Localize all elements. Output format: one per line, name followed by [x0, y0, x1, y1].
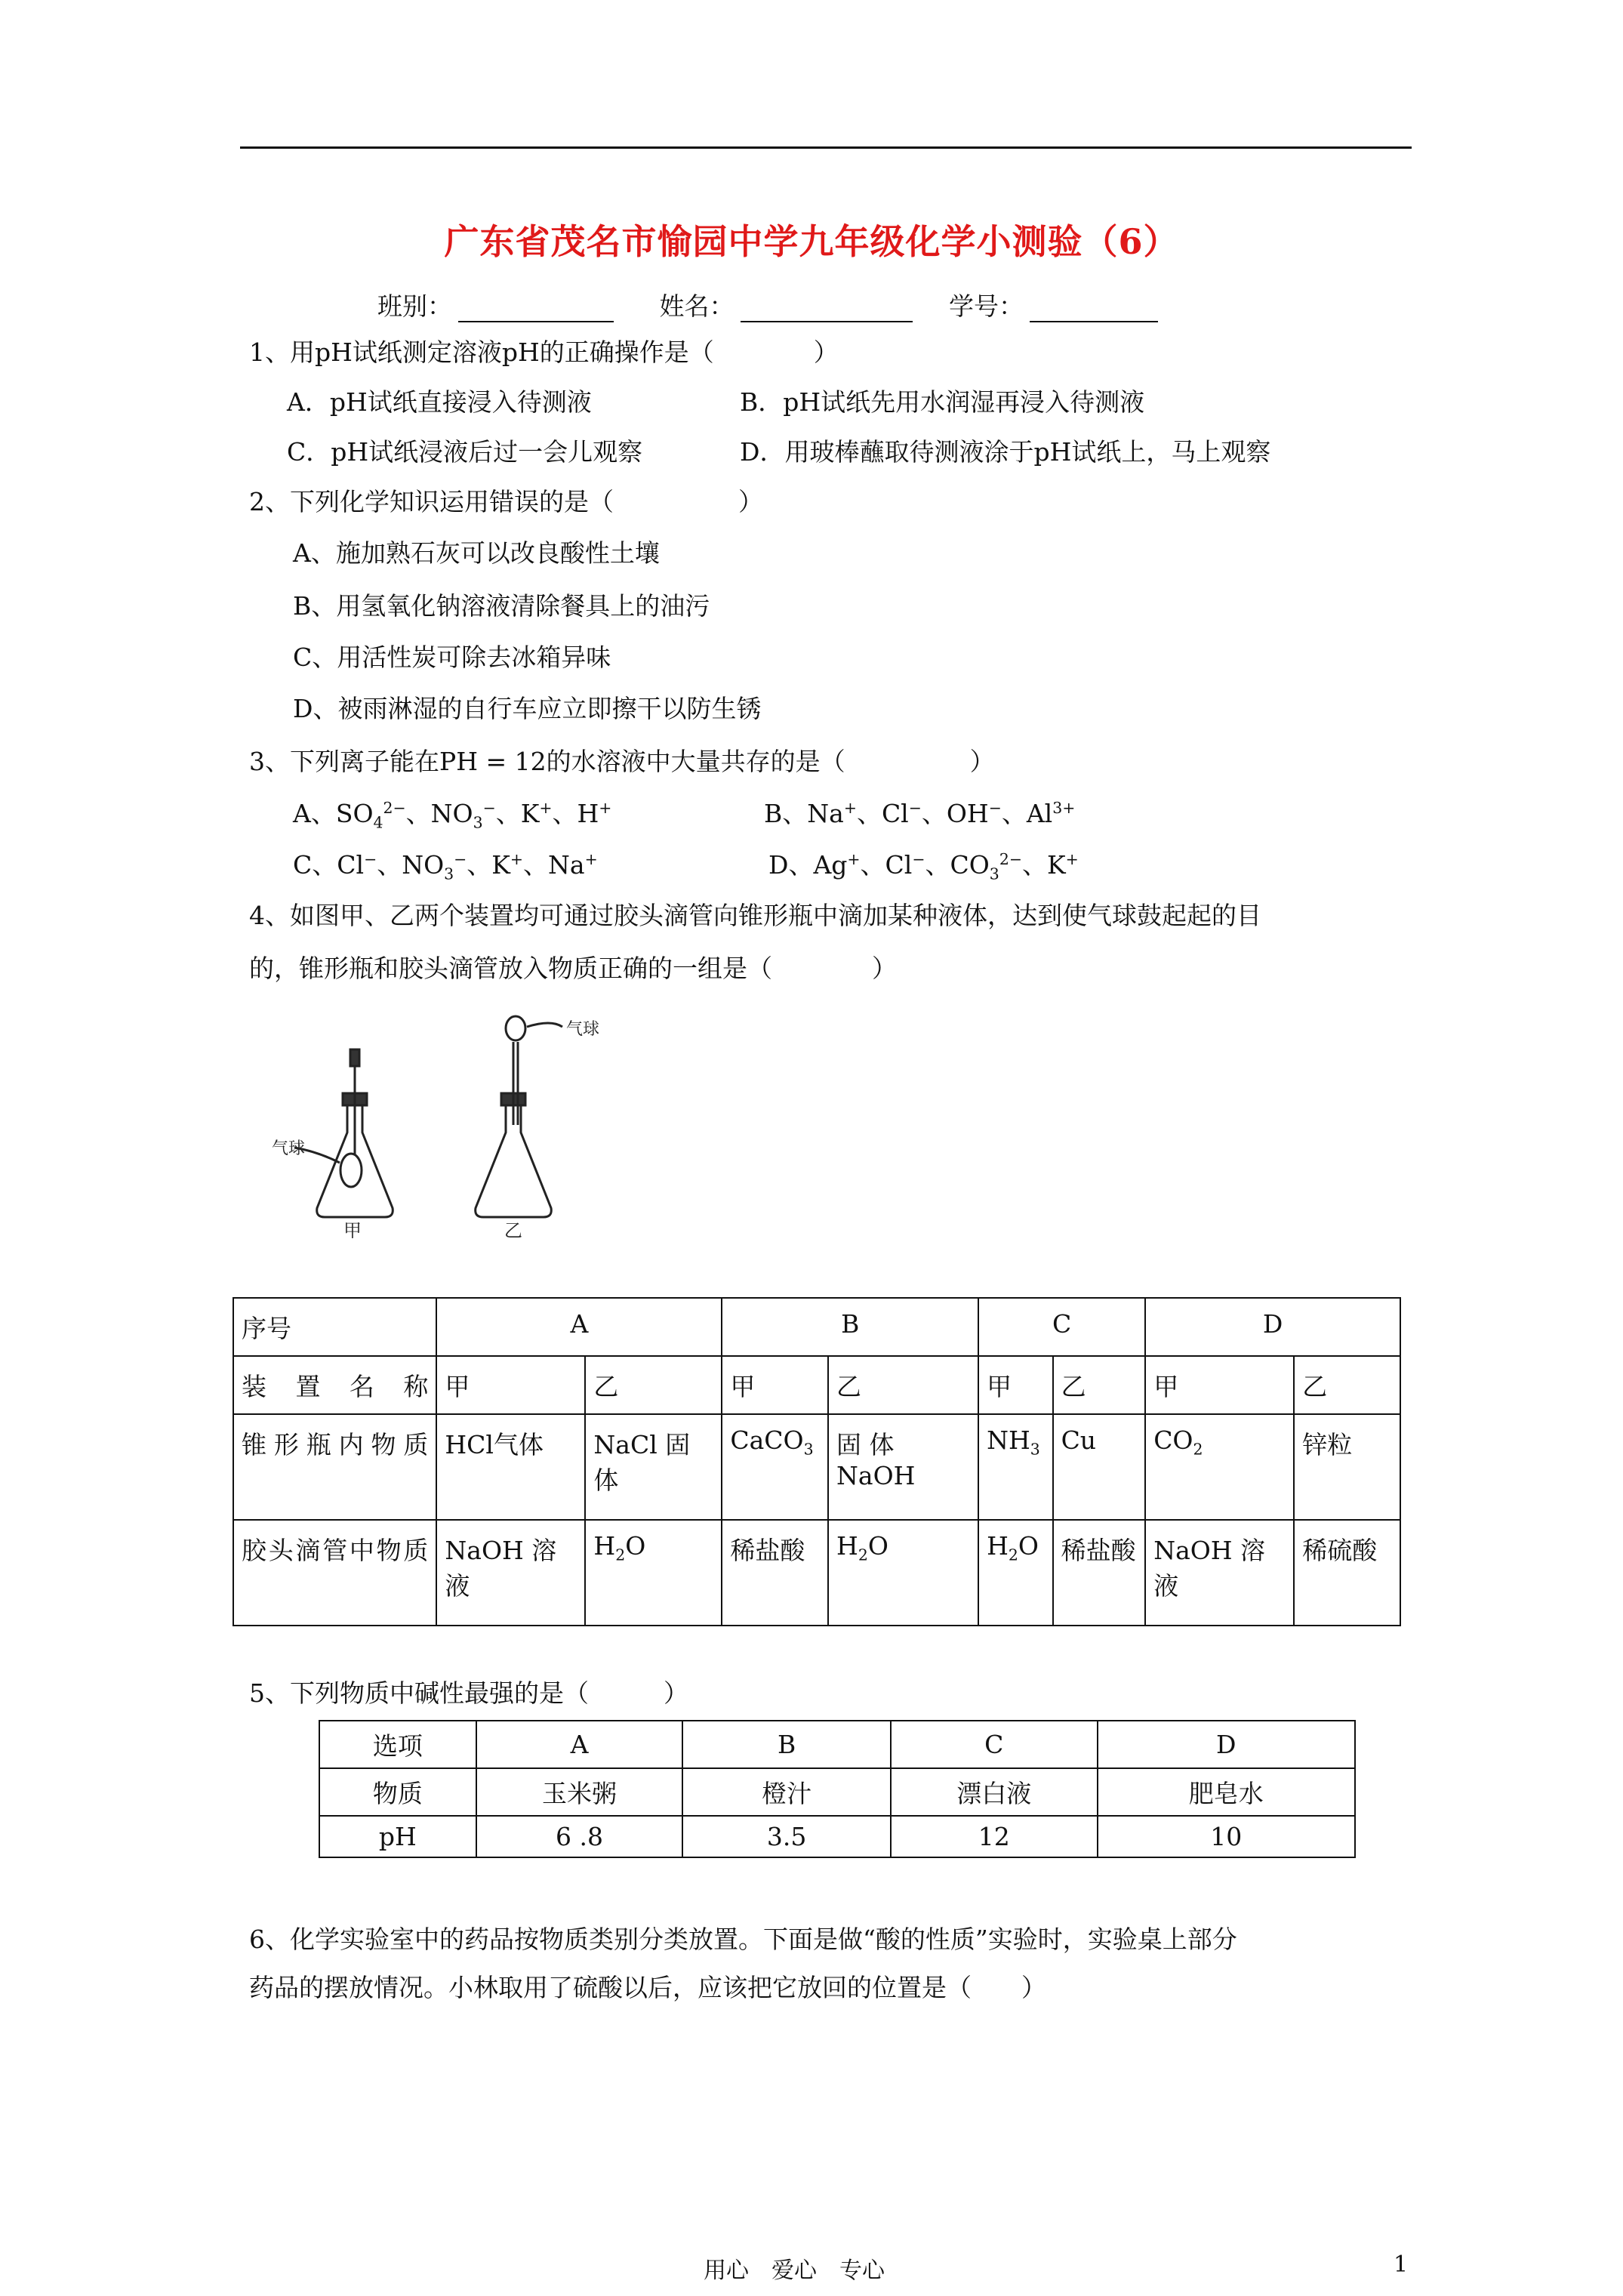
q1-option-a: A．pH试纸直接浸入待测液: [287, 387, 592, 417]
q4-stem-line2: 的，锥形瓶和胶头滴管放入物质正确的一组是（ ）: [249, 954, 897, 983]
class-blank[interactable]: [458, 295, 614, 322]
table-row: [319, 1721, 1355, 1768]
q1-option-b: B．pH试纸先用水润湿再浸入待测液: [740, 387, 1145, 417]
table-row: [233, 1298, 1400, 1356]
flask-cell: 锌粒: [1294, 1414, 1400, 1520]
q1-option-d: D．用玻棒蘸取待测液涂于pH试纸上，马上观察: [740, 437, 1271, 467]
cell-d-yi: 乙: [1294, 1356, 1400, 1414]
dropper-cell: 稀硫酸: [1294, 1520, 1400, 1626]
q2-option-d: D、被雨淋湿的自行车应立即擦干以防生锈: [293, 694, 762, 723]
cell-c-yi: 乙: [1053, 1356, 1146, 1414]
table-row: [319, 1816, 1355, 1857]
q1-option-c: C．pH试纸浸液后过一会儿观察: [287, 437, 643, 467]
label-jia: 甲: [343, 1222, 362, 1238]
dropper-cell: 稀盐酸: [722, 1520, 828, 1626]
row-label-dropper: 胶头滴管中物质: [233, 1520, 436, 1626]
q6-line1: 6、化学实验室中的药品按物质类别分类放置。下面是做“酸的性质”实验时，实验桌上部分: [249, 1925, 1237, 1954]
q5-cell: 漂白液: [891, 1768, 1098, 1816]
page-title: 广东省茂名市愉园中学九年级化学小测验（6）: [444, 221, 1179, 262]
q5-cell: 6 .8: [476, 1816, 683, 1857]
row-label-flask: 锥形瓶内物质: [233, 1414, 436, 1520]
flask-cell: 固 体 NaOH: [828, 1414, 978, 1520]
q5-cell: 10: [1098, 1816, 1356, 1857]
q5-cell: 橙汁: [682, 1768, 891, 1816]
q5-cell: 12: [891, 1816, 1098, 1857]
q5-cell: pH: [319, 1816, 476, 1857]
q5-cell: 3.5: [682, 1816, 891, 1857]
header-d: D: [1145, 1298, 1400, 1356]
q3-option-d: D、Ag+、Cl−、$CO_3^{2-}$、K+: [768, 850, 1079, 883]
q5-stem: 5、下列物质中碱性最强的是（ ）: [249, 1678, 688, 1708]
q5-ph-table: [319, 1720, 1356, 1858]
q5-cell: 玉米粥: [476, 1768, 683, 1816]
header-seq: 序号: [233, 1298, 436, 1356]
name-label: 姓名：: [659, 291, 735, 321]
flask-cell: $CO_2$: [1145, 1414, 1294, 1520]
dropper-cell: $H_2O$: [978, 1520, 1053, 1626]
q2-option-a: A、施加熟石灰可以改良酸性土壤: [293, 538, 660, 568]
dropper-cell: 稀盐酸: [1053, 1520, 1146, 1626]
row-label-device: 装置名称: [233, 1356, 436, 1414]
dropper-cell: NaOH 溶液: [1145, 1520, 1294, 1626]
q1-stem: 1、用pH试纸测定溶液pH的正确操作是（ ）: [249, 337, 839, 367]
number-blank[interactable]: [1030, 295, 1158, 322]
apparatus-figure: [264, 1012, 627, 1238]
header-a: A: [436, 1298, 722, 1356]
dropper-cell: $H_2O$: [828, 1520, 978, 1626]
q3-option-c: C、Cl−、$NO_3^-$、K+、Na+: [293, 850, 598, 883]
q4-stem-line1: 4、如图甲、乙两个装置均可通过胶头滴管向锥形瓶中滴加某种液体，达到使气球鼓起起的目: [249, 901, 1261, 930]
flask-cell: CaCO$_3$: [722, 1414, 828, 1520]
cell-a-yi: 乙: [585, 1356, 722, 1414]
q5-cell: 肥皂水: [1098, 1768, 1356, 1816]
q2-option-c: C、用活性炭可除去冰箱异味: [293, 643, 611, 672]
flask-cell: HCl气体: [436, 1414, 585, 1520]
class-label: 班别：: [377, 291, 452, 321]
cell-a-jia: 甲: [436, 1356, 585, 1414]
dropper-cell: $H_2O$: [585, 1520, 722, 1626]
q6-line2: 药品的摆放情况。小林取用了硫酸以后，应该把它放回的位置是（ ）: [249, 1973, 1046, 2002]
footer-motto: 用心 爱心 专心: [704, 2257, 885, 2284]
q5-cell: 物质: [319, 1768, 476, 1816]
flask-yi-icon: [476, 1016, 562, 1217]
table-row: [233, 1414, 1400, 1520]
page-number: 1: [1394, 2251, 1409, 2278]
header-rule: [240, 146, 1412, 149]
flask-cell: Cu: [1053, 1414, 1146, 1520]
q5-header: A: [476, 1721, 683, 1768]
cell-d-jia: 甲: [1145, 1356, 1294, 1414]
q5-header: B: [682, 1721, 891, 1768]
flask-jia-icon: [294, 1049, 393, 1217]
q2-stem: 2、下列化学知识运用错误的是（ ）: [249, 487, 763, 516]
q4-options-table: [233, 1297, 1401, 1626]
q5-header: 选项: [319, 1721, 476, 1768]
table-row: [233, 1356, 1400, 1414]
header-c: C: [978, 1298, 1145, 1356]
label-yi: 乙: [504, 1222, 522, 1238]
balloon-label-yi: 气球: [566, 1019, 600, 1038]
header-b: B: [722, 1298, 978, 1356]
name-blank[interactable]: [741, 295, 913, 322]
cell-c-jia: 甲: [978, 1356, 1053, 1414]
q3-option-b: B、Na+、Cl−、OH−、$Al^{3+}$: [764, 799, 1076, 828]
number-label: 学号：: [949, 291, 1024, 321]
student-info-fields: [377, 287, 1164, 322]
dropper-cell: NaOH 溶液: [436, 1520, 585, 1626]
balloon-label-jia: 气球: [272, 1139, 306, 1157]
q3-stem: 3、下列离子能在PH = 12的水溶液中大量共存的是（ ）: [249, 747, 995, 776]
flask-cell: $NH_3$: [978, 1414, 1053, 1520]
flask-cell: NaCl 固体: [585, 1414, 722, 1520]
table-row: [319, 1768, 1355, 1816]
q2-option-b: B、用氢氧化钠溶液清除餐具上的油污: [293, 591, 710, 621]
cell-b-jia: 甲: [722, 1356, 828, 1414]
q5-header: D: [1098, 1721, 1356, 1768]
q5-header: C: [891, 1721, 1098, 1768]
q3-option-a: A、$SO_4^{2-}$、$NO_3^-$、K+、H+: [293, 799, 612, 832]
table-row: [233, 1520, 1400, 1626]
cell-b-yi: 乙: [828, 1356, 978, 1414]
